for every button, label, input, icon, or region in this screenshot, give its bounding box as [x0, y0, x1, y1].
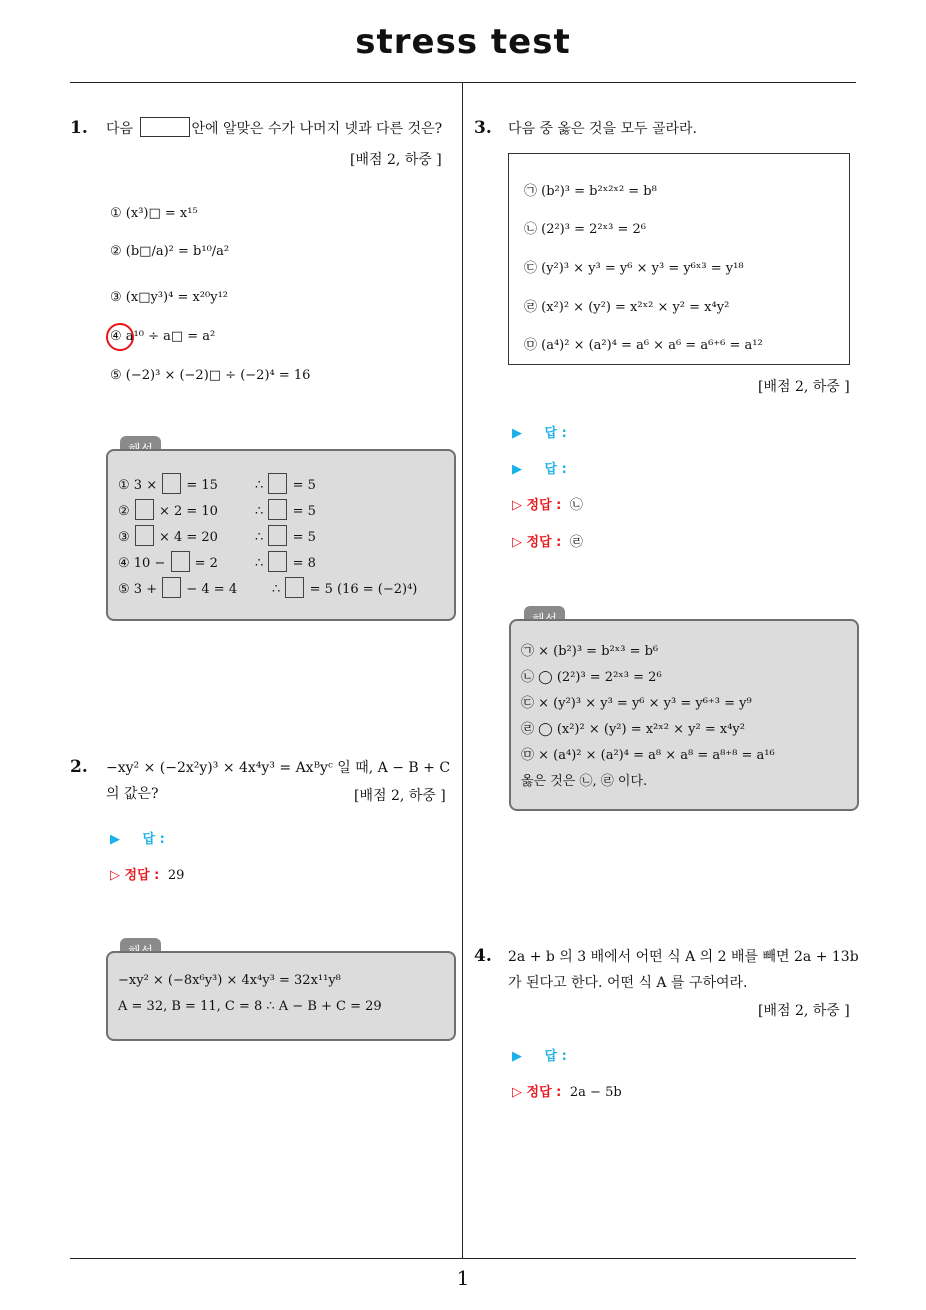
question-2-correct-line — [110, 864, 184, 883]
question-4-score: [배점 2, 하중 ] — [758, 1003, 850, 1019]
correct-label: 정답 : — [526, 498, 562, 513]
play-arrow-icon: ▶ — [512, 462, 522, 477]
explanation-row: ⑤ 3 + − 4 = 4 — [118, 577, 237, 598]
question-2-explanation-panel — [106, 951, 456, 1041]
correct-value: ㉣ — [569, 535, 583, 550]
answer-blank — [140, 117, 190, 137]
question-1-text-a: 다음 — [106, 121, 134, 137]
answer-label: 답 : — [142, 832, 165, 847]
answer-label: 답 : — [544, 426, 567, 441]
question-1-option-3[interactable]: ③ (x□y³)⁴ = x²⁰y¹² — [110, 290, 228, 305]
explanation-row: ③ × 4 = 20 — [118, 525, 218, 546]
question-1-option-1[interactable]: ① (x³)□ = x¹⁵ — [110, 206, 198, 221]
page-title: stress test — [355, 22, 571, 62]
question-3-item[interactable]: ㉤ (a⁴)² × (a²)⁴ = a⁶ × a⁶ = a⁶⁺⁶ = a¹² — [524, 338, 763, 353]
column-divider — [462, 83, 463, 1259]
question-3-item[interactable]: ㉠ (b²)³ = b²ˣ²ˣ² = b⁸ — [524, 184, 657, 199]
hollow-arrow-icon: ▷ — [110, 868, 120, 883]
question-1-number: 1. — [70, 118, 88, 138]
play-arrow-icon: ▶ — [512, 426, 522, 441]
explanation-row-result: ∴ = 5 — [255, 473, 316, 494]
question-1-option-2[interactable]: ② (b□/a)² = b¹⁰/a² — [110, 244, 230, 259]
explanation-row: ① 3 × = 15 — [118, 473, 218, 494]
question-1-option-4[interactable]: ④ a¹⁰ ÷ a□ = a² — [110, 329, 216, 344]
question-2-line-2: 의 값은? — [106, 786, 159, 802]
question-3-correct-line-1 — [512, 494, 583, 513]
question-4-correct-line — [512, 1081, 622, 1100]
explanation-row-result: ∴ = 8 — [255, 551, 316, 572]
explanation-row: ㉢ × (y²)³ × y³ = y⁶ × y³ = y⁶⁺³ = y⁹ — [521, 696, 752, 711]
explanation-row: A = 32, B = 11, C = 8 ∴ A − B + C = 29 — [118, 999, 382, 1014]
question-3-item[interactable]: ㉢ (y²)³ × y³ = y⁶ × y³ = y⁶ˣ³ = y¹⁸ — [524, 261, 744, 276]
correct-label: 정답 : — [526, 535, 562, 550]
question-3-text: 다음 중 옳은 것을 모두 골라라. — [508, 121, 697, 137]
explanation-row: ④ 10 − = 2 — [118, 551, 218, 572]
question-1-option-5[interactable]: ⑤ (−2)³ × (−2)□ ÷ (−2)⁴ = 16 — [110, 368, 311, 383]
explanation-row: ② × 2 = 10 — [118, 499, 218, 520]
question-3-answer-line-1[interactable] — [512, 422, 567, 441]
explanation-row-result: ∴ = 5 — [255, 525, 316, 546]
question-1-score: [배점 2, 하중 ] — [350, 152, 442, 168]
question-3-correct-line-2 — [512, 531, 583, 550]
question-4-line-2: 가 된다고 한다. 어떤 식 A 를 구하여라. — [508, 975, 748, 991]
correct-value: 29 — [167, 868, 185, 883]
explanation-row-result: ∴ = 5 — [255, 499, 316, 520]
answer-label: 답 : — [544, 1049, 567, 1064]
question-3-answer-line-2[interactable] — [512, 458, 567, 477]
question-2-line-1: −xy² × (−2x²y)³ × 4x⁴y³ = Axᴮyᶜ 일 때, A − B + C — [106, 760, 451, 776]
explanation-row: ㉡ ◯ (2²)³ = 2²ˣ³ = 2⁶ — [521, 670, 662, 685]
hollow-arrow-icon: ▷ — [512, 535, 522, 550]
question-2-answer-line[interactable] — [110, 828, 165, 847]
question-2-score: [배점 2, 하중 ] — [354, 788, 446, 804]
question-1-text — [106, 116, 442, 142]
question-4-answer-line[interactable] — [512, 1045, 567, 1064]
explanation-row: ㉠ × (b²)³ = b²ˣ³ = b⁶ — [521, 644, 659, 659]
correct-value: ㉡ — [569, 498, 583, 513]
question-3-score: [배점 2, 하중 ] — [758, 379, 850, 395]
correct-value: 2a − 5b — [569, 1085, 622, 1100]
question-3-item[interactable]: ㉡ (2²)³ = 2²ˣ³ = 2⁶ — [524, 222, 646, 237]
play-arrow-icon: ▶ — [110, 832, 120, 847]
explanation-row-result: ∴ = 5 (16 = (−2)⁴) — [272, 577, 417, 598]
question-4-number: 4. — [474, 946, 492, 966]
correct-label: 정답 : — [124, 868, 160, 883]
correct-label: 정답 : — [526, 1085, 562, 1100]
explanation-row: −xy² × (−8x⁶y³) × 4x⁴y³ = 32x¹¹y⁸ — [118, 973, 341, 988]
question-3-item[interactable]: ㉣ (x²)² × (y²) = x²ˣ² × y² = x⁴y² — [524, 300, 730, 315]
explanation-row: ㉤ × (a⁴)² × (a²)⁴ = a⁸ × a⁸ = a⁸⁺⁸ = a¹⁶ — [521, 748, 775, 763]
footer-rule — [70, 1258, 856, 1259]
question-3-number: 3. — [474, 118, 492, 138]
explanation-row: ㉣ ◯ (x²)² × (y²) = x²ˣ² × y² = x⁴y² — [521, 722, 745, 737]
header-rule — [70, 82, 856, 83]
question-4-line-1: 2a + b 의 3 배에서 어떤 식 A 의 2 배를 빼면 2a + 13b — [508, 949, 859, 965]
question-2-number: 2. — [70, 757, 88, 777]
hollow-arrow-icon: ▷ — [512, 498, 522, 513]
hollow-arrow-icon: ▷ — [512, 1085, 522, 1100]
explanation-row: 옳은 것은 ㉡, ㉣ 이다. — [521, 774, 648, 789]
play-arrow-icon: ▶ — [512, 1049, 522, 1064]
question-1-text-b: 안에 알맞은 수가 나머지 넷과 다른 것은? — [191, 121, 443, 137]
page-number: 1 — [456, 1266, 470, 1290]
answer-label: 답 : — [544, 462, 567, 477]
